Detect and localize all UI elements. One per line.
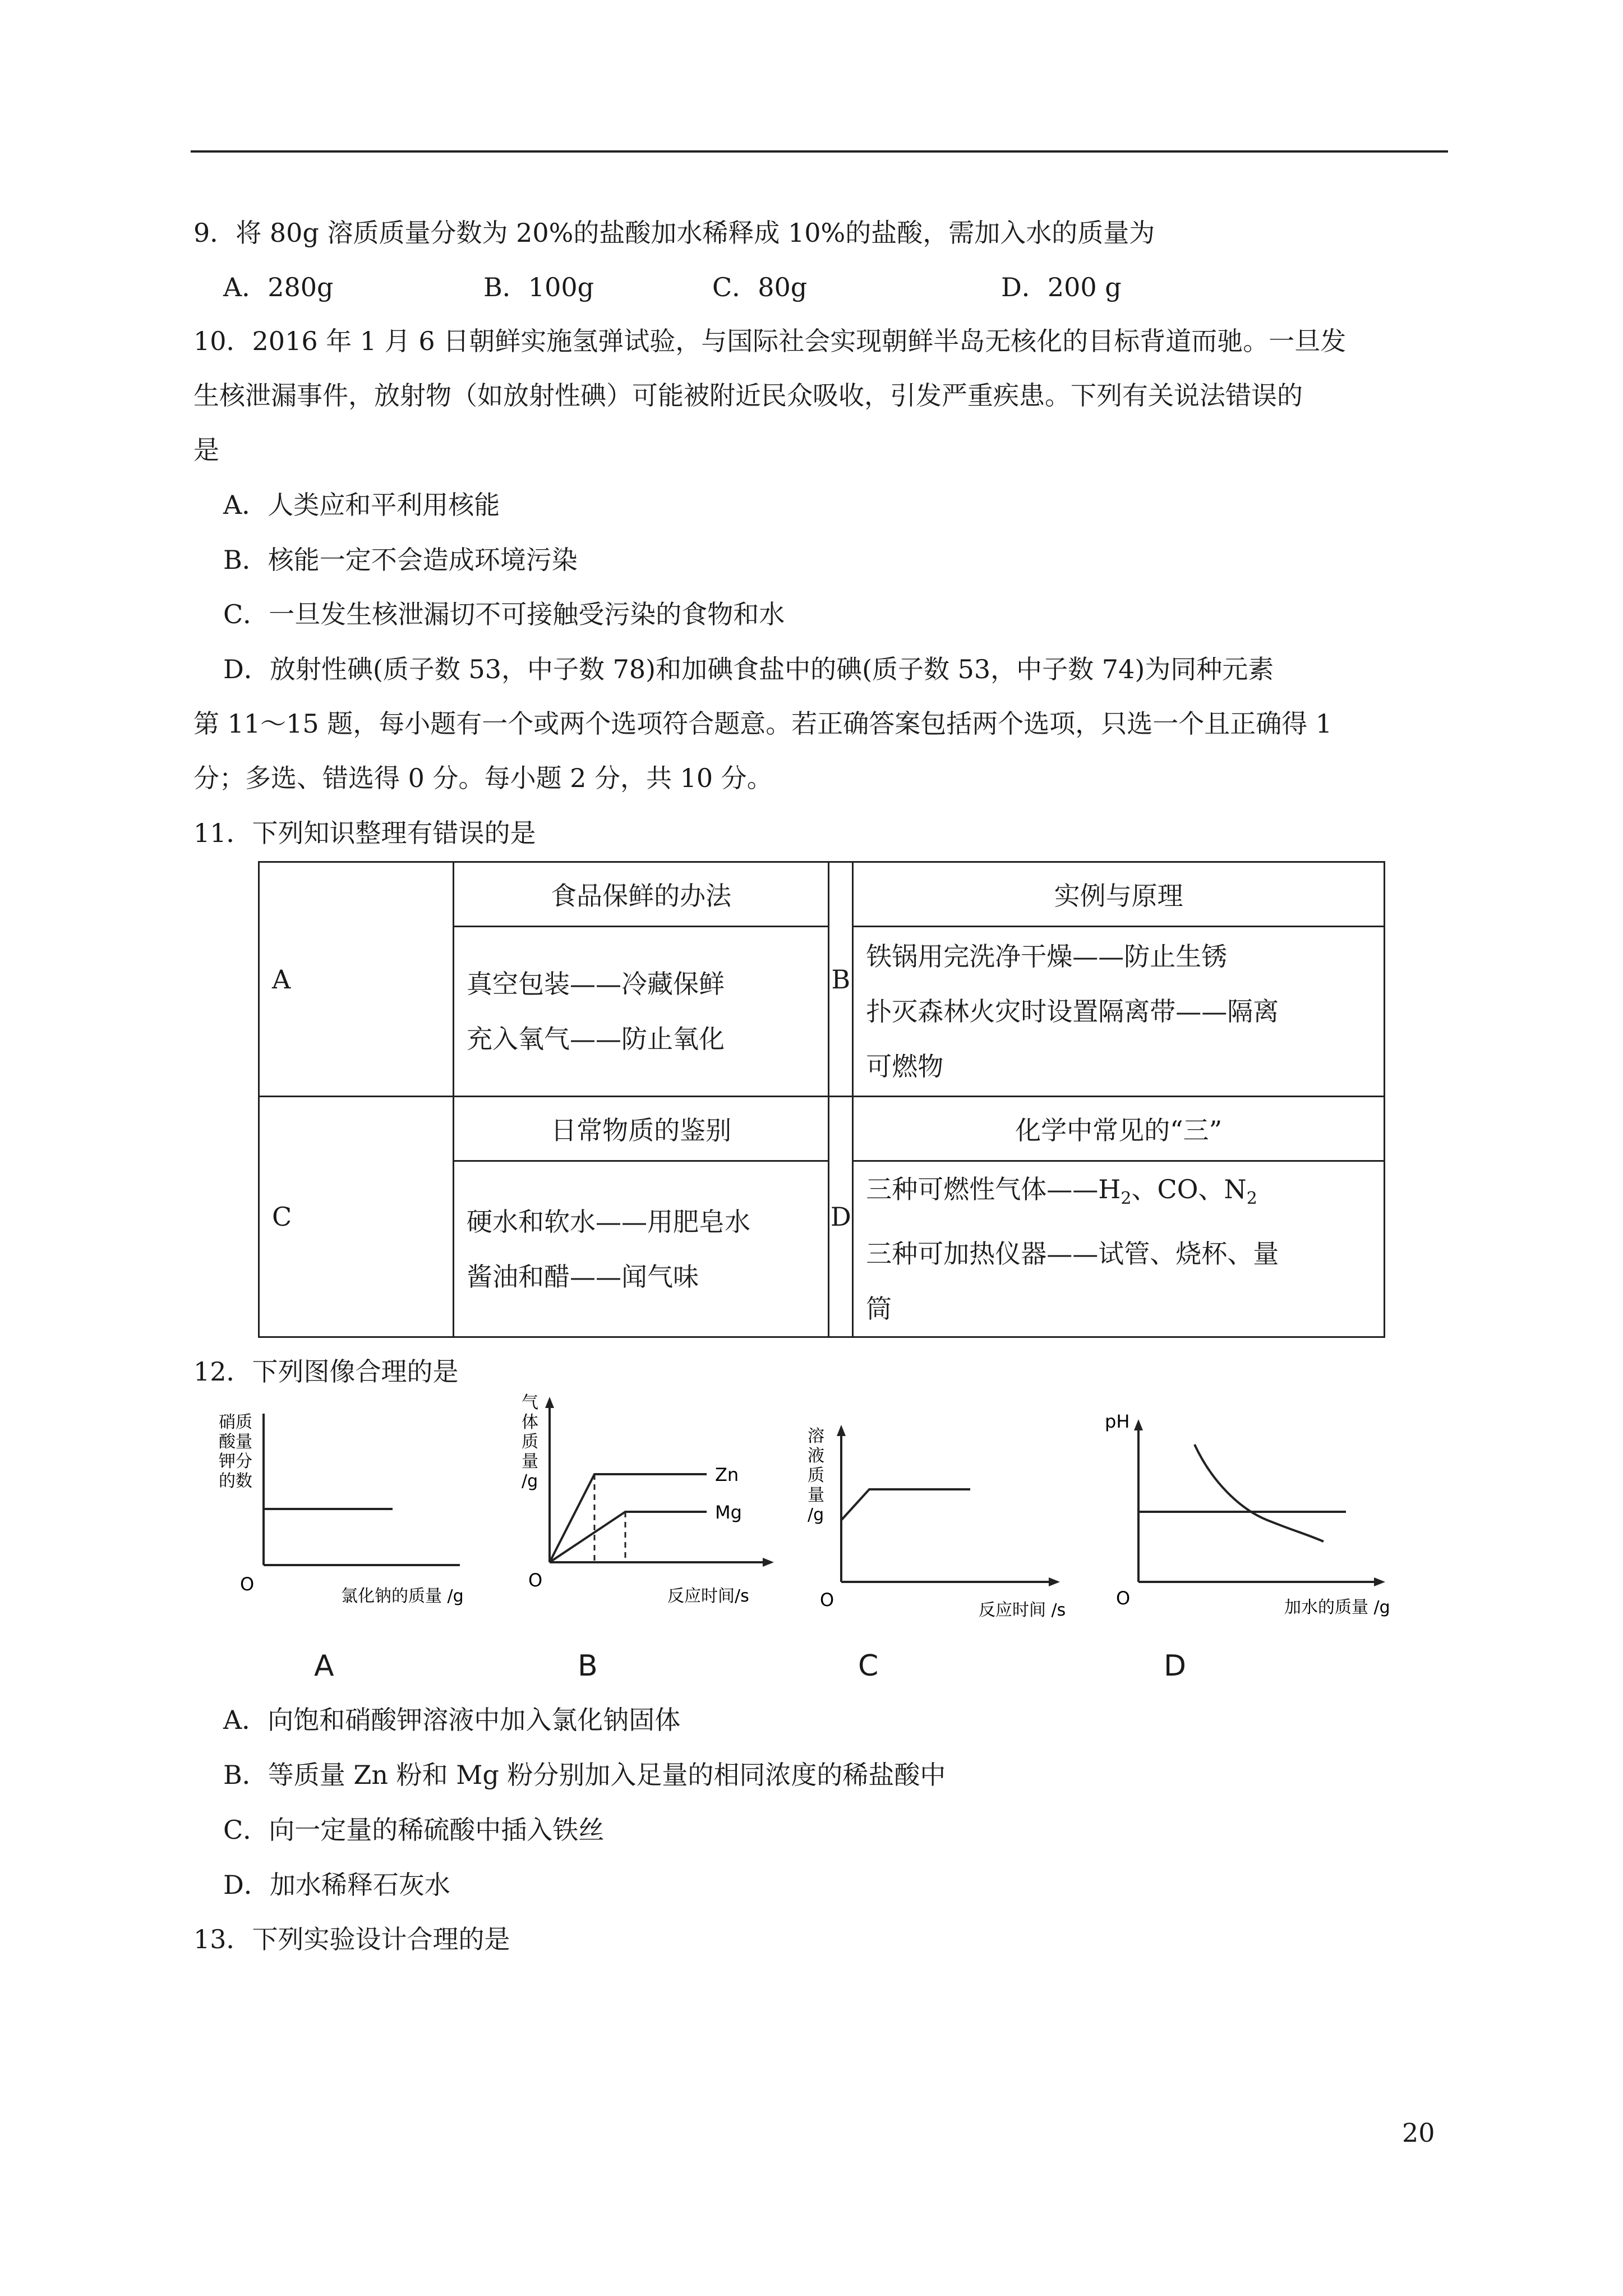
graph-a-xlabel: 氯化钠的质量 /g — [341, 1586, 464, 1606]
q13-stem: 13．下列实验设计合理的是 — [193, 1924, 510, 1954]
graph-a-origin: O — [240, 1573, 255, 1595]
graph-b — [505, 1386, 785, 1616]
cell-b-line3: 可燃物 — [866, 1051, 944, 1082]
graph-b-ylabel-4: 量 — [522, 1452, 538, 1471]
cell-d-label: D — [829, 1097, 853, 1337]
q10-stem-line2: 生核泄漏事件，放射物（如放射性碘）可能被附近民众吸收，引发严重疾患。下列有关说法错误的 — [193, 380, 1303, 411]
cell-d-body — [853, 1161, 1385, 1337]
graph-b-x-arrow — [763, 1558, 774, 1567]
graph-a-ylabel-3: 钾分 — [219, 1452, 252, 1471]
cell-a-line1: 真空包装——冷藏保鲜 — [467, 969, 725, 999]
graph-b-series-zn: Zn — [715, 1464, 739, 1485]
q9-option-d: D．200 g — [1001, 272, 1122, 302]
graph-b-ylabel-5: /g — [522, 1471, 538, 1491]
graph-a-label: A — [314, 1649, 334, 1683]
q10-option-c: C．一旦发生核泄漏切不可接触受污染的食物和水 — [223, 599, 785, 629]
q10-option-d: D．放射性碘(质子数 53，中子数 78)和加碘食盐中的碘(质子数 53，中子数 74)为同种元素 — [223, 654, 1274, 684]
q9-option-c: C．80g — [712, 272, 808, 302]
q9-stem: 9．将 80g 溶质质量分数为 20%的盐酸加水稀释成 10%的盐酸，需加入水的质量为 — [193, 218, 1155, 248]
graph-b-ylabel-3: 质 — [522, 1432, 538, 1452]
cell-d-line2: 三种可加热仪器——试管、烧杯、量 — [866, 1239, 1279, 1269]
graph-c-ylabel-2: 液 — [808, 1446, 824, 1466]
graph-b-origin: O — [528, 1570, 543, 1591]
q10-stem-line3: 是 — [193, 435, 219, 465]
graph-d-xlabel: 加水的质量 /g — [1284, 1598, 1390, 1617]
graph-a-ylabel-4: 的数 — [219, 1471, 252, 1491]
q10-option-a: A．人类应和平利用核能 — [223, 490, 500, 520]
graph-d-label: D — [1164, 1649, 1187, 1683]
graph-b-curve-zn — [550, 1474, 707, 1562]
graph-b-ylabel-2: 体 — [522, 1412, 538, 1432]
header-rule — [191, 150, 1448, 153]
cell-b-title: 实例与原理 — [853, 862, 1385, 927]
graph-c-ylabel-5: /g — [808, 1505, 824, 1525]
graph-d-origin: O — [1116, 1588, 1131, 1609]
q9-option-b: B．100g — [483, 272, 594, 302]
graph-c-xlabel: 反应时间 /s — [979, 1600, 1066, 1620]
cell-d-line3: 筒 — [866, 1294, 892, 1324]
graph-d-x-arrow — [1374, 1577, 1385, 1586]
graph-d-ylabel: pH — [1105, 1411, 1130, 1432]
cell-d-title: 化学中常见的“三” — [853, 1097, 1385, 1161]
q12-option-c: C．向一定量的稀硫酸中插入铁丝 — [223, 1815, 605, 1845]
q12-stem: 12．下列图像合理的是 — [193, 1356, 459, 1387]
cell-b-label: B — [829, 862, 853, 1097]
graph-b-series-mg: Mg — [715, 1502, 742, 1523]
graph-d-y-arrow — [1134, 1419, 1143, 1430]
q12-option-d: D．加水稀释石灰水 — [223, 1870, 450, 1900]
cell-b-line1: 铁锅用完洗净干燥——防止生锈 — [866, 941, 1228, 972]
cell-c-line2: 酱油和醋——闻气味 — [467, 1261, 699, 1292]
graph-b-xlabel: 反应时间/s — [667, 1586, 749, 1606]
cell-a-body — [454, 927, 829, 1097]
knowledge-table — [258, 861, 1385, 1338]
graph-c-ylabel-1: 溶 — [808, 1427, 824, 1446]
graph-c-x-arrow — [1049, 1577, 1060, 1586]
cell-c-label: C — [259, 1097, 454, 1337]
instructions-line2: 分；多选、错选得 0 分。每小题 2 分，共 10 分。 — [193, 763, 773, 793]
graph-a-ylabel-1: 硝质 — [219, 1412, 252, 1432]
cell-c-line1: 硬水和软水——用肥皂水 — [467, 1206, 750, 1237]
graph-c-y-arrow — [837, 1425, 846, 1436]
instructions-line1: 第 11～15 题，每小题有一个或两个选项符合题意。若正确答案包括两个选项，只选一个且正确得 1 — [193, 708, 1332, 739]
graph-c-ylabel-4: 量 — [808, 1485, 824, 1505]
graph-c-label: C — [858, 1649, 879, 1683]
cell-a-title: 食品保鲜的办法 — [454, 862, 829, 927]
graph-c-origin: O — [820, 1589, 834, 1611]
graph-a — [213, 1402, 482, 1616]
graph-c — [796, 1419, 1077, 1627]
graph-b-label: B — [578, 1649, 598, 1683]
q10-option-b: B．核能一定不会造成环境污染 — [223, 545, 578, 575]
q9-option-a: A．280g — [223, 272, 334, 302]
graph-b-curve-mg — [550, 1512, 707, 1562]
q12-option-b: B．等质量 Zn 粉和 Mg 粉分别加入足量的相同浓度的稀盐酸中 — [223, 1760, 946, 1790]
graph-a-ylabel-2: 酸量 — [219, 1432, 252, 1452]
graph-b-y-arrow — [545, 1397, 554, 1408]
graph-c-curve — [841, 1489, 970, 1520]
q12-option-a: A．向饱和硝酸钾溶液中加入氯化钠固体 — [223, 1705, 681, 1735]
cell-a-line2: 充入氧气——防止氧化 — [467, 1024, 725, 1054]
cell-c-body — [454, 1161, 829, 1337]
q11-stem: 11．下列知识整理有错误的是 — [193, 818, 536, 848]
q10-stem-line1: 10．2016 年 1 月 6 日朝鲜实施氢弹试验，与国际社会实现朝鲜半岛无核化的目标背道而驰。一旦发 — [193, 326, 1347, 356]
cell-b-body — [853, 927, 1385, 1097]
cell-a-label: A — [259, 862, 454, 1097]
graph-b-ylabel-1: 气 — [522, 1393, 538, 1412]
graph-d — [1099, 1402, 1424, 1627]
cell-d-line1: 三种可燃性气体$——H_2$、CO、$N_2$ — [866, 1174, 1257, 1209]
graph-d-curve — [1195, 1444, 1324, 1542]
cell-c-title: 日常物质的鉴别 — [454, 1097, 829, 1161]
page-number: 20 — [1402, 2118, 1435, 2148]
graph-c-ylabel-3: 质 — [808, 1466, 824, 1485]
cell-b-line2: 扑灭森林火灾时设置隔离带——隔离 — [866, 996, 1279, 1027]
